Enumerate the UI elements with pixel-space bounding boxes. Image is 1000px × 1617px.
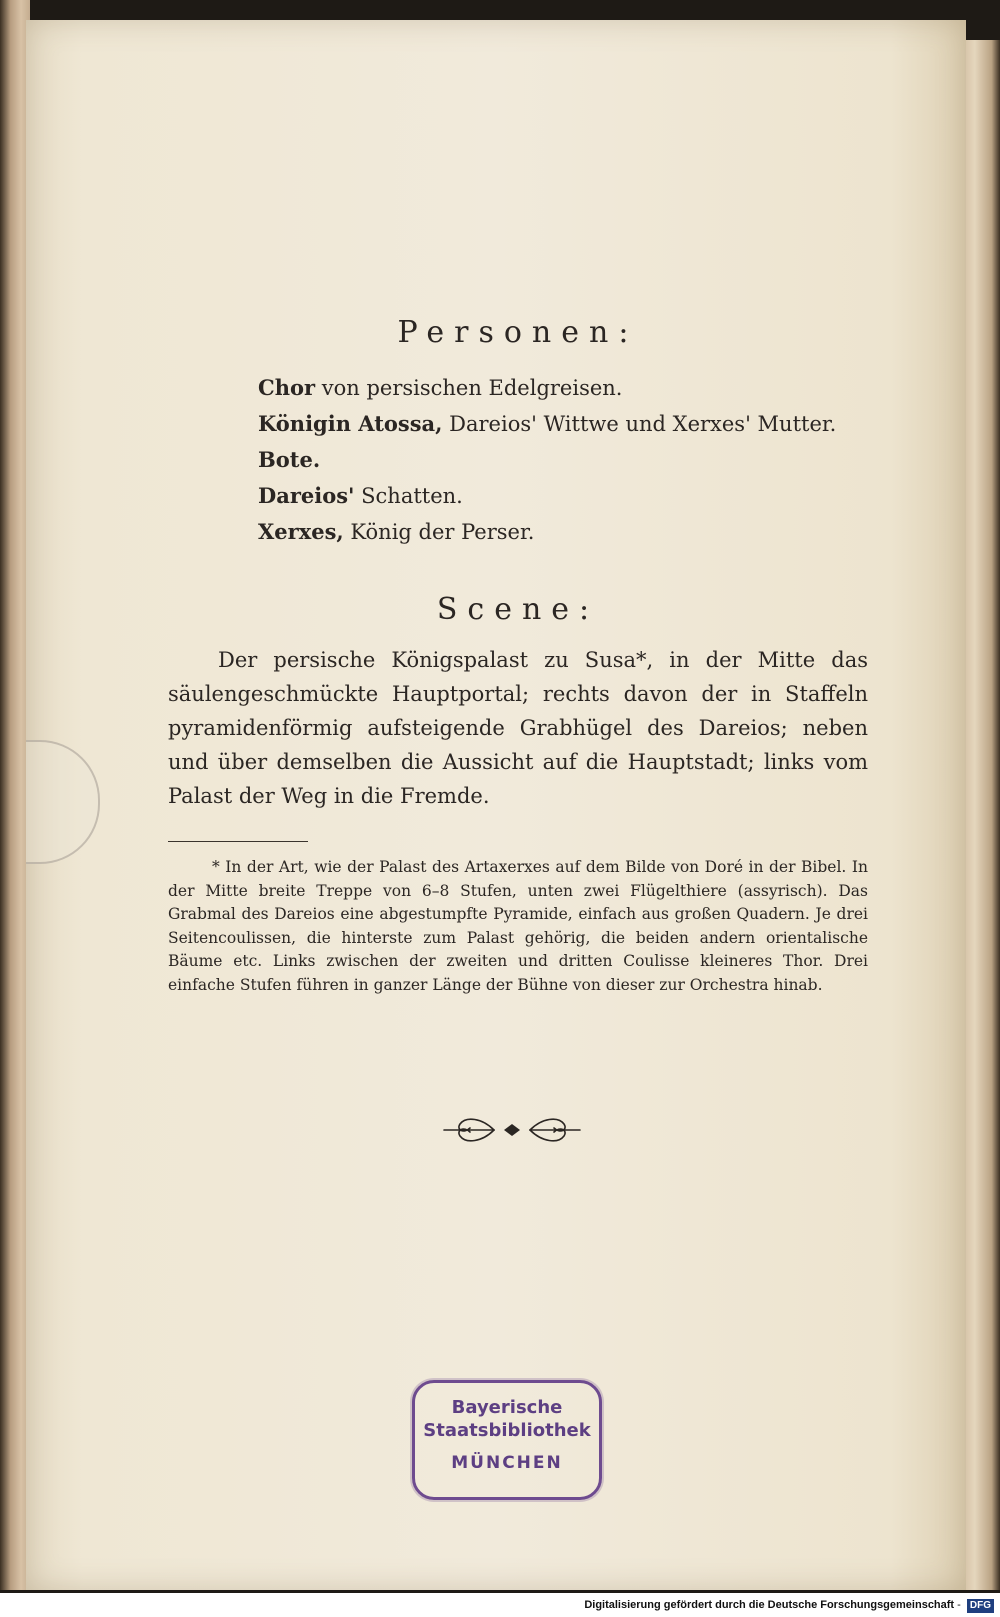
page-content (168, 315, 868, 998)
persons-list (258, 370, 868, 550)
footer-separator: - (954, 1599, 964, 1611)
person-name: Dareios' (258, 483, 355, 508)
person-item (258, 442, 868, 478)
person-item (258, 514, 868, 550)
library-stamp (412, 1380, 602, 1500)
person-name: Xerxes, (258, 519, 344, 544)
person-item (258, 406, 868, 442)
ornament-icon (442, 1110, 582, 1150)
person-description: Dareios' Wittwe und Xerxes' Mutter. (442, 412, 837, 436)
heading-persons: Personen: (397, 315, 639, 350)
person-item (258, 478, 868, 514)
person-name: Chor (258, 375, 316, 400)
stamp-line-2: Staatsbibliothek (423, 1420, 591, 1441)
scene-description: Der persische Königspalast zu Susa*, in der Mitte das säulengeschmückte Hauptportal; rechts davon der in Staffeln pyramidenförmig aufsteigende Grabhügel des Dareios; neben und über demselben die Aussicht auf die Hauptstadt; links vom Palast der Weg in die Fremde. (168, 648, 868, 808)
person-name: Bote. (258, 447, 321, 472)
person-description: Schatten. (354, 484, 463, 508)
person-name: Königin Atossa, (258, 411, 443, 436)
dfg-logo: DFG (967, 1599, 994, 1613)
stamp-line-3: MÜNCHEN (451, 1453, 563, 1473)
person-item (258, 370, 868, 406)
page-clip (26, 740, 100, 864)
person-description: König der Perser. (343, 520, 535, 544)
footer-bar (0, 1593, 1000, 1617)
footer-credit: Digitalisierung gefördert durch die Deutsche Forschungsgemeinschaft (584, 1599, 955, 1611)
person-description: von persischen Edelgreisen. (315, 376, 623, 400)
footnote: * In der Art, wie der Palast des Artaxerxes auf dem Bilde von Doré in der Bibel. In der Mitte breite Treppe von 6–8 Stufen, unten zwei Flügelthiere (assyrisch). Das Grabmal des Dareios eine abgestumpfte Pyramide, einfach aus großen Quadern. Je drei Seitencoulissen, die hinterste zum Palast gehörig, die beiden andern orientalische Bäume etc. Links zwischen der zweiten und dritten Coulisse kleineres Thor. Drei einfache Stufen führen in ganzer Länge der Bühne von dieser zur Orchestra hinab. (168, 858, 868, 994)
footnote-rule (168, 841, 308, 842)
heading-scene: Scene: (436, 592, 600, 627)
stamp-line-1: Bayerische (451, 1397, 563, 1418)
